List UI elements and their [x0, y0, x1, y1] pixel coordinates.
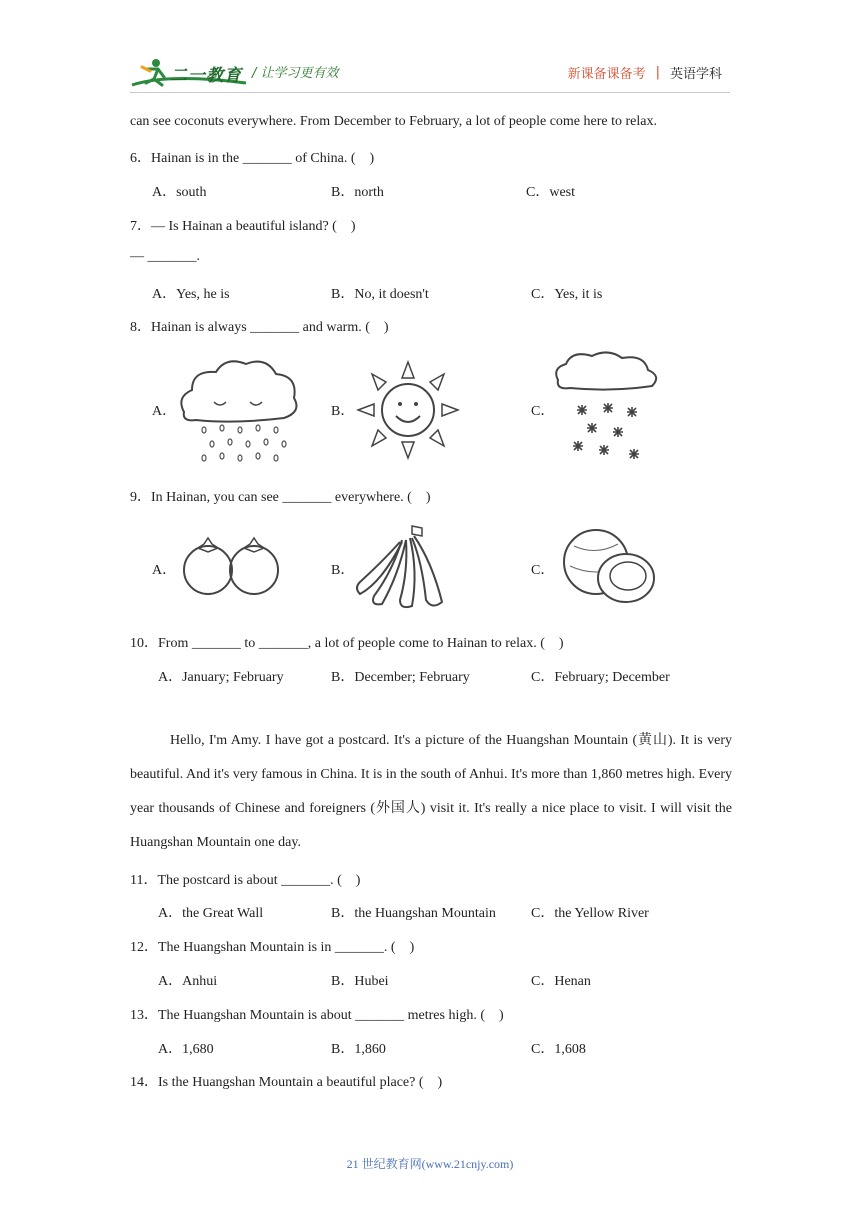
q8-option-c[interactable]: C． — [531, 404, 555, 419]
question-9: 9．In Hainan, you can see _______ everywhere. ( ) — [130, 490, 431, 505]
bananas-icon — [352, 522, 452, 612]
header-right — [568, 63, 722, 82]
q12-option-a[interactable]: A．Anhui — [158, 974, 218, 989]
q6-option-a[interactable]: A．south — [152, 185, 207, 200]
rain-cloud-icon — [174, 352, 304, 467]
q12-option-b[interactable]: B．Hubei — [331, 974, 389, 989]
coconuts-icon — [560, 526, 660, 606]
header-divider — [130, 92, 730, 93]
question-10: 10．From _______ to _______, a lot of people come to Hainan to relax. ( ) — [130, 636, 564, 651]
q7-option-b[interactable]: B．No, it doesn't — [331, 287, 429, 302]
q11-option-c[interactable]: C．the Yellow River — [531, 906, 649, 921]
q10-option-b[interactable]: B．December; February — [331, 670, 470, 685]
subject-label: 英语学科 — [669, 67, 722, 82]
q9-option-b[interactable]: B． — [331, 563, 355, 578]
question-6: 6．Hainan is in the _______ of China. ( ) — [130, 151, 375, 166]
question-11: 11．The postcard is about _______. ( ) — [130, 873, 361, 888]
q8-option-a[interactable]: A． — [152, 404, 177, 419]
q9-option-a[interactable]: A． — [152, 563, 177, 578]
question-13: 13．The Huangshan Mountain is about _______ metres high. ( ) — [130, 1008, 504, 1023]
q13-option-b[interactable]: B．1,860 — [331, 1042, 386, 1057]
question-7: 7．— Is Hainan a beautiful island? ( ) — [130, 219, 356, 234]
q10-option-c[interactable]: C．February; December — [531, 670, 670, 685]
header-separator: | — [655, 65, 660, 80]
snow-cloud-icon — [552, 350, 662, 465]
sun-icon — [356, 360, 460, 460]
reading-passage-2: Hello, I'm Amy. I have got a postcard. It's a picture of the Huangshan Mountain (黄山). It is very beautiful. And it's very famous in China. It is in the south of Anhui. It's more than 1,860 metres high. Every year thousands of Chinese and foreigners (外国人) visit it. It's really a nice place to visit. I will visit the Huangshan Mountain one day. — [130, 733, 732, 850]
q12-option-c[interactable]: C．Henan — [531, 974, 591, 989]
logo-text: 二一教育 — [170, 66, 242, 86]
brand-right: 新课备课备考 — [567, 67, 646, 82]
q8-option-b[interactable]: B． — [331, 404, 355, 419]
q7-option-c[interactable]: C．Yes, it is — [531, 287, 603, 302]
question-12: 12．The Huangshan Mountain is in _______. ( ) — [130, 940, 415, 955]
q13-option-c[interactable]: C．1,608 — [531, 1042, 586, 1057]
question-14: 14．Is the Huangshan Mountain a beautiful place? ( ) — [130, 1075, 443, 1090]
q7-answer-line: — _______. — [130, 249, 200, 264]
tomatoes-icon — [180, 536, 284, 596]
q9-option-c[interactable]: C． — [531, 563, 555, 578]
q13-option-a[interactable]: A．1,680 — [158, 1042, 214, 1057]
q11-option-b[interactable]: B．the Huangshan Mountain — [331, 906, 496, 921]
q6-option-b[interactable]: B．north — [331, 185, 384, 200]
q7-option-a[interactable]: A．Yes, he is — [152, 287, 230, 302]
question-8: 8．Hainan is always _______ and warm. ( ) — [130, 320, 389, 335]
passage-continuation: can see coconuts everywhere. From December to February, a lot of people come here to relax. — [130, 114, 657, 129]
page-footer[interactable]: 21 世纪教育网(www.21cnjy.com) — [346, 1157, 514, 1171]
q10-option-a[interactable]: A．January; February — [158, 670, 284, 685]
q11-option-a[interactable]: A．the Great Wall — [158, 906, 264, 921]
slogan: / 让学习更有效 — [252, 66, 339, 81]
page-header — [0, 0, 860, 100]
q6-option-c[interactable]: C．west — [526, 185, 575, 200]
